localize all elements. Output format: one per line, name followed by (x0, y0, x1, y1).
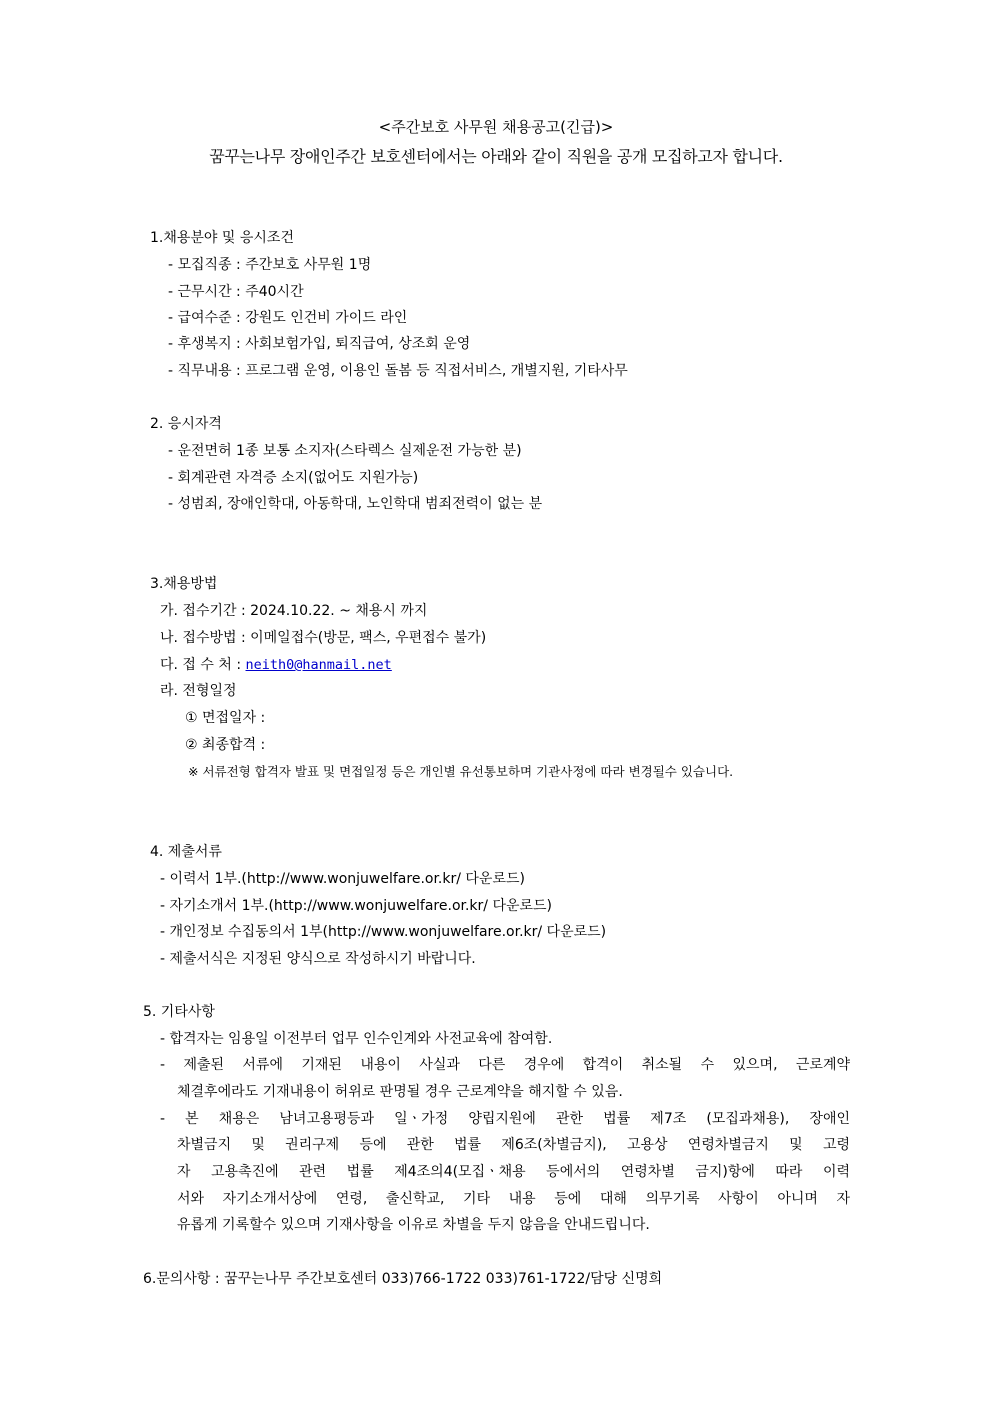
list-item: 라. 전형일정 (160, 683, 237, 699)
document-subtitle: 꿈꾸는나무 장애인주간 보호센터에서는 아래와 같이 직원을 공개 모집하고자 합니다. (209, 147, 783, 166)
list-item (160, 655, 392, 675)
list-item: - 자기소개서 1부.(http://www.wonjuwelfare.or.kr/ 다운로드) (160, 898, 553, 914)
list-item-wrap (177, 1135, 850, 1155)
list-item: - 이력서 1부.(http://www.wonjuwelfare.or.kr/ 다운로드) (160, 871, 525, 887)
paragraph-line: 서와 자기소개서상에 연령, 출신학교, 기타 내용 등에 대해 의무기록 사항이 아니며 자 (177, 1191, 850, 1207)
section-1-heading: 1.채용분야 및 응시조건 (150, 230, 294, 246)
document-title: <주간보호 사무원 채용공고(긴급)> (378, 118, 614, 136)
list-item-wrap (160, 1055, 850, 1075)
list-item: 나. 접수방법 : 이메일접수(방문, 팩스, 우편접수 불가) (160, 630, 487, 646)
schedule-step: ② 최종합격 : (185, 737, 266, 753)
email-link[interactable]: neith0@hanmail.net (245, 657, 392, 673)
list-item: - 근무시간 : 주40시간 (168, 284, 304, 300)
list-item: - 제출서식은 지정된 양식으로 작성하시기 바랍니다. (160, 951, 476, 967)
list-item: - 합격자는 임용일 이전부터 업무 인수인계와 사전교육에 참여함. (160, 1031, 553, 1047)
list-item-wrap (177, 1162, 850, 1182)
list-item: - 후생복지 : 사회보험가입, 퇴직급여, 상조회 운영 (168, 336, 471, 352)
paragraph-line: 차별금지 및 권리구제 등에 관한 법률 제6조(차별금지), 고용상 연령차별금지 및 고령 (177, 1137, 850, 1153)
section-3-heading: 3.채용방법 (150, 576, 218, 592)
list-item-wrap (177, 1189, 850, 1209)
notice-text: ※ 서류전형 합격자 발표 및 면접일정 등은 개인별 유선통보하며 기관사정에 따라 변경될수 있습니다. (188, 764, 734, 779)
section-4-heading: 4. 제출서류 (150, 844, 222, 860)
list-item: - 개인정보 수집동의서 1부(http://www.wonjuwelfare.or.kr/ 다운로드) (160, 924, 607, 940)
list-item: 가. 접수기간 : 2024.10.22. ~ 채용시 까지 (160, 603, 428, 619)
schedule-step: ① 면접일자 : (185, 710, 266, 726)
list-item-wrap (160, 1109, 850, 1129)
paragraph-line: - 본 채용은 남녀고용평등과 일ㆍ가정 양립지원에 관한 법률 제7조 (모집과채용), 장애인 (160, 1111, 850, 1127)
paragraph-line: 자 고용촉진에 관련 법률 제4조의4(모집ㆍ채용 등에서의 연령차별 금지)항에 따라 이력 (177, 1164, 850, 1180)
section-2-heading: 2. 응시자격 (150, 416, 222, 432)
section-5-heading: 5. 기타사항 (143, 1004, 215, 1020)
paragraph-line: 체결후에라도 기재내용이 허위로 판명될 경우 근로계약을 해지할 수 있음. (177, 1084, 623, 1100)
receipt-label: 다. 접 수 처 : (160, 657, 246, 673)
list-item: - 모집직종 : 주간보호 사무원 1명 (168, 257, 372, 273)
list-item: - 회계관련 자격증 소지(없어도 지원가능) (168, 470, 419, 486)
list-item: - 성범죄, 장애인학대, 아동학대, 노인학대 범죄전력이 없는 분 (168, 496, 543, 512)
paragraph-line: 유롭게 기록할수 있으며 기재사항을 이유로 차별을 두지 않음을 안내드립니다. (177, 1217, 650, 1233)
list-item: - 급여수준 : 강원도 인건비 가이드 라인 (168, 310, 408, 326)
paragraph-line: - 제출된 서류에 기재된 내용이 사실과 다른 경우에 합격이 취소될 수 있으며, 근로계약 (160, 1057, 850, 1073)
contact-info: 6.문의사항 : 꿈꾸는나무 주간보호센터 033)766-1722 033)761-1722/담당 신명희 (143, 1271, 663, 1287)
list-item: - 직무내용 : 프로그램 운영, 이용인 돌봄 등 직접서비스, 개별지원, 기타사무 (168, 363, 628, 379)
list-item: - 운전면허 1종 보통 소지자(스타렉스 실제운전 가능한 분) (168, 443, 522, 459)
